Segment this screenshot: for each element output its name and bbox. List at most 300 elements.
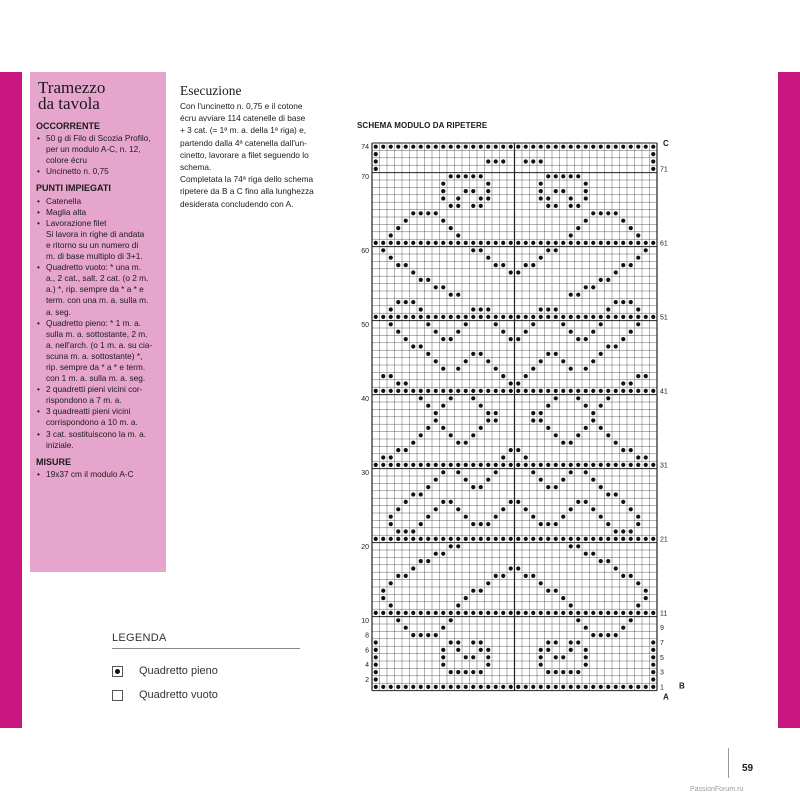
filled-square-dot xyxy=(396,263,400,267)
filled-square-dot xyxy=(471,241,475,245)
filled-square-dot xyxy=(524,611,528,615)
row-label-right: 3 xyxy=(660,669,664,677)
filled-square-dot xyxy=(546,611,550,615)
filled-square-dot xyxy=(524,241,528,245)
filled-square-dot xyxy=(419,559,423,563)
filled-square-dot xyxy=(456,145,460,149)
filled-square-dot xyxy=(441,470,445,474)
filled-square-dot xyxy=(539,522,543,526)
filled-square-dot xyxy=(389,307,393,311)
filled-square-dot xyxy=(599,515,603,519)
filled-square-dot xyxy=(486,315,490,319)
filled-square-dot xyxy=(584,426,588,430)
filled-square-dot xyxy=(539,159,543,163)
filled-square-dot xyxy=(576,544,580,548)
filled-square-dot xyxy=(441,389,445,393)
list-item-line: • 2 quadretti pieni vicini cor- xyxy=(46,384,143,395)
filled-square-dot xyxy=(614,492,618,496)
filled-square-dot xyxy=(389,522,393,526)
filled-square-dot xyxy=(501,374,505,378)
filled-square-dot xyxy=(614,211,618,215)
filled-square-dot xyxy=(576,433,580,437)
list-item-line: a.) *, rip. sempre da * a * e xyxy=(46,284,144,295)
filled-square-dot xyxy=(434,685,438,689)
filled-square-dot xyxy=(501,455,505,459)
filled-square-dot xyxy=(629,330,633,334)
filled-square-dot xyxy=(651,677,655,681)
row-label-left: 4 xyxy=(365,662,369,670)
filled-square-dot xyxy=(539,463,543,467)
filled-square-dot xyxy=(531,463,535,467)
filled-square-dot xyxy=(569,648,573,652)
filled-square-dot xyxy=(614,685,618,689)
filled-square-dot xyxy=(584,685,588,689)
filled-square-dot xyxy=(644,374,648,378)
filled-square-dot xyxy=(569,241,573,245)
row-label-right: 21 xyxy=(660,536,668,544)
filled-square-dot xyxy=(509,611,513,615)
filled-square-dot xyxy=(606,433,610,437)
filled-square-dot xyxy=(539,663,543,667)
filled-square-dot xyxy=(629,685,633,689)
filled-square-dot xyxy=(494,241,498,245)
filled-square-dot xyxy=(584,552,588,556)
legend-row-empty xyxy=(112,683,302,707)
filled-square-dot xyxy=(524,537,528,541)
filled-square-dot xyxy=(584,367,588,371)
filled-square-dot xyxy=(471,537,475,541)
filled-square-dot xyxy=(614,441,618,445)
filled-square-dot xyxy=(531,611,535,615)
filled-square-dot xyxy=(524,463,528,467)
filled-square-dot xyxy=(411,492,415,496)
filled-square-dot xyxy=(516,500,520,504)
filled-square-dot xyxy=(509,566,513,570)
list-item-line: rispondono a 7 m. a. xyxy=(46,395,122,406)
row-label-right: 51 xyxy=(660,314,668,322)
filled-square-dot xyxy=(411,633,415,637)
filled-square-dot xyxy=(471,670,475,674)
filled-square-dot xyxy=(614,300,618,304)
filled-square-dot xyxy=(524,374,528,378)
filled-square-dot xyxy=(516,537,520,541)
filled-square-dot xyxy=(561,322,565,326)
filled-square-dot xyxy=(584,337,588,341)
filled-square-dot xyxy=(494,389,498,393)
filled-square-dot xyxy=(509,315,513,319)
filled-square-dot xyxy=(636,389,640,393)
filled-square-dot xyxy=(404,529,408,533)
filled-square-dot xyxy=(554,315,558,319)
corner-label-c: C xyxy=(663,139,669,148)
filled-square-dot xyxy=(479,522,483,526)
filled-square-dot xyxy=(434,611,438,615)
filled-square-dot xyxy=(651,389,655,393)
filled-square-dot xyxy=(591,611,595,615)
filled-square-dot xyxy=(561,315,565,319)
filled-square-dot xyxy=(411,685,415,689)
filled-square-dot xyxy=(561,145,565,149)
filled-square-dot xyxy=(479,426,483,430)
filled-square-dot xyxy=(381,455,385,459)
filled-square-dot xyxy=(404,241,408,245)
filled-square-dot xyxy=(629,241,633,245)
filled-square-dot xyxy=(411,537,415,541)
filled-square-dot xyxy=(629,574,633,578)
filled-square-dot xyxy=(584,611,588,615)
filled-square-dot xyxy=(411,389,415,393)
filled-square-dot xyxy=(599,537,603,541)
filled-square-dot xyxy=(471,433,475,437)
filled-square-dot xyxy=(471,522,475,526)
filled-square-dot xyxy=(389,315,393,319)
filled-square-dot xyxy=(419,463,423,467)
filled-square-dot xyxy=(464,322,468,326)
filled-square-dot xyxy=(651,145,655,149)
filled-square-dot xyxy=(576,337,580,341)
filled-square-dot xyxy=(546,640,550,644)
filled-square-dot xyxy=(614,463,618,467)
filled-square-dot xyxy=(404,463,408,467)
filled-square-dot xyxy=(441,241,445,245)
filled-square-dot xyxy=(591,552,595,556)
filled-square-dot xyxy=(494,574,498,578)
filled-square-dot xyxy=(516,381,520,385)
filled-square-dot xyxy=(569,293,573,297)
watermark: PassionForum.ru xyxy=(690,786,744,793)
filled-square-dot xyxy=(486,581,490,585)
filled-square-dot xyxy=(456,544,460,548)
filled-square-dot xyxy=(471,685,475,689)
filled-square-dot xyxy=(636,145,640,149)
filled-square-dot xyxy=(441,182,445,186)
filled-square-dot xyxy=(374,640,378,644)
row-label-left: 8 xyxy=(365,632,369,640)
filled-square-dot xyxy=(591,315,595,319)
sidebar-section-heading: PUNTI IMPIEGATI xyxy=(36,183,111,194)
filled-square-dot xyxy=(501,507,505,511)
filled-square-dot xyxy=(381,596,385,600)
filled-square-dot xyxy=(546,204,550,208)
filled-square-dot xyxy=(629,448,633,452)
filled-square-dot xyxy=(539,655,543,659)
filled-square-dot xyxy=(531,367,535,371)
filled-square-dot xyxy=(576,315,580,319)
filled-square-dot xyxy=(501,537,505,541)
filled-square-dot xyxy=(539,145,543,149)
filled-square-dot xyxy=(651,152,655,156)
filled-square-dot xyxy=(554,307,558,311)
filled-square-dot xyxy=(479,670,483,674)
filled-square-dot xyxy=(614,537,618,541)
filled-square-dot xyxy=(381,685,385,689)
filled-square-dot xyxy=(449,640,453,644)
filled-square-dot xyxy=(471,352,475,356)
filled-square-dot xyxy=(539,256,543,260)
filled-square-dot xyxy=(531,145,535,149)
filled-square-dot xyxy=(381,374,385,378)
filled-square-dot xyxy=(546,196,550,200)
filled-square-dot xyxy=(606,396,610,400)
filled-square-dot xyxy=(524,330,528,334)
filled-square-dot xyxy=(479,248,483,252)
filled-square-dot xyxy=(404,315,408,319)
filled-square-dot xyxy=(516,337,520,341)
filled-square-dot xyxy=(374,167,378,171)
filled-square-dot xyxy=(389,233,393,237)
filled-square-dot xyxy=(389,241,393,245)
filled-square-dot xyxy=(396,389,400,393)
filled-square-dot xyxy=(381,248,385,252)
filled-square-dot xyxy=(426,559,430,563)
filled-square-dot xyxy=(621,241,625,245)
filled-square-dot xyxy=(621,381,625,385)
filled-square-dot xyxy=(419,241,423,245)
filled-square-dot xyxy=(539,411,543,415)
filled-square-dot xyxy=(546,389,550,393)
filled-square-dot xyxy=(426,241,430,245)
filled-square-dot xyxy=(546,463,550,467)
filled-square-dot xyxy=(531,470,535,474)
filled-square-dot xyxy=(606,278,610,282)
filled-square-icon xyxy=(112,666,123,677)
filled-square-dot xyxy=(524,159,528,163)
filled-square-dot xyxy=(636,463,640,467)
row-label-right: 41 xyxy=(660,388,668,396)
filled-square-dot xyxy=(516,315,520,319)
filled-square-dot xyxy=(494,418,498,422)
list-item-line: m. di base multiplo di 3+1. xyxy=(46,251,143,262)
filled-square-dot xyxy=(479,463,483,467)
filled-square-dot xyxy=(576,640,580,644)
filled-square-dot xyxy=(404,500,408,504)
filled-square-dot xyxy=(576,204,580,208)
filled-square-dot xyxy=(486,307,490,311)
filled-square-dot xyxy=(621,337,625,341)
filled-square-dot xyxy=(554,655,558,659)
filled-square-dot xyxy=(471,174,475,178)
filled-square-dot xyxy=(441,463,445,467)
filled-square-dot xyxy=(494,322,498,326)
filled-square-dot xyxy=(374,611,378,615)
filled-square-dot xyxy=(434,478,438,482)
filled-square-dot xyxy=(554,640,558,644)
filled-square-dot xyxy=(396,315,400,319)
filled-square-dot xyxy=(381,611,385,615)
filled-square-dot xyxy=(486,663,490,667)
sidebar-section-heading: MISURE xyxy=(36,456,72,467)
filled-square-dot xyxy=(539,196,543,200)
filled-square-dot xyxy=(441,685,445,689)
instructions-line: schema. xyxy=(180,162,212,173)
filled-square-dot xyxy=(426,685,430,689)
filled-square-dot xyxy=(381,315,385,319)
filled-square-dot xyxy=(426,145,430,149)
filled-square-dot xyxy=(486,241,490,245)
filled-square-dot xyxy=(426,633,430,637)
filled-square-dot xyxy=(486,159,490,163)
filled-square-dot xyxy=(554,522,558,526)
filled-square-dot xyxy=(501,241,505,245)
row-label-right: 7 xyxy=(660,640,664,647)
filled-square-dot xyxy=(576,463,580,467)
filled-square-dot xyxy=(546,145,550,149)
filled-square-dot xyxy=(471,248,475,252)
filled-square-dot xyxy=(569,507,573,511)
filled-square-dot xyxy=(576,293,580,297)
list-item-line: • 19x37 cm il modulo A-C xyxy=(46,468,134,479)
filled-square-dot xyxy=(464,596,468,600)
filled-square-dot xyxy=(561,478,565,482)
filled-square-dot xyxy=(449,544,453,548)
filled-square-dot xyxy=(584,145,588,149)
filled-square-dot xyxy=(494,463,498,467)
filled-square-dot xyxy=(599,389,603,393)
filled-square-dot xyxy=(554,248,558,252)
filled-square-dot xyxy=(494,470,498,474)
filled-square-dot xyxy=(539,537,543,541)
filled-square-dot xyxy=(471,655,475,659)
filled-square-dot xyxy=(621,145,625,149)
filled-square-dot xyxy=(644,241,648,245)
filled-square-dot xyxy=(531,537,535,541)
filled-square-dot xyxy=(516,685,520,689)
filled-square-dot xyxy=(576,389,580,393)
filled-square-dot xyxy=(606,559,610,563)
filled-square-dot xyxy=(471,204,475,208)
filled-square-dot xyxy=(404,145,408,149)
filled-square-dot xyxy=(539,581,543,585)
filled-square-dot xyxy=(629,145,633,149)
filled-square-dot xyxy=(651,167,655,171)
filled-square-dot xyxy=(486,537,490,541)
filled-square-dot xyxy=(569,233,573,237)
filled-square-dot xyxy=(434,552,438,556)
filled-square-dot xyxy=(441,655,445,659)
legend xyxy=(112,632,302,707)
filled-square-dot xyxy=(546,248,550,252)
filled-square-dot xyxy=(479,589,483,593)
filled-square-dot xyxy=(374,463,378,467)
filled-square-dot xyxy=(621,626,625,630)
filled-square-dot xyxy=(629,226,633,230)
filled-square-dot xyxy=(434,418,438,422)
filled-square-dot xyxy=(486,145,490,149)
filled-square-dot xyxy=(434,330,438,334)
filled-square-dot xyxy=(606,492,610,496)
filled-square-dot xyxy=(501,685,505,689)
filled-square-dot xyxy=(644,248,648,252)
filled-square-dot xyxy=(539,315,543,319)
filled-square-dot xyxy=(449,537,453,541)
list-item-line: • 50 g di Filo di Scozia Profilo, xyxy=(46,133,151,144)
filled-square-dot xyxy=(629,389,633,393)
list-item-line: Si lavora in righe di andata xyxy=(46,228,145,239)
filled-square-dot xyxy=(546,537,550,541)
filled-square-dot xyxy=(449,389,453,393)
filled-square-dot xyxy=(546,352,550,356)
filled-square-dot xyxy=(396,618,400,622)
filled-square-dot xyxy=(456,293,460,297)
filled-square-dot xyxy=(614,611,618,615)
filled-square-dot xyxy=(636,374,640,378)
filled-square-dot xyxy=(584,626,588,630)
filled-square-dot xyxy=(486,478,490,482)
filled-square-dot xyxy=(599,611,603,615)
legend-empty-label: Quadretto vuoto xyxy=(139,689,218,701)
filled-square-dot xyxy=(389,455,393,459)
filled-square-dot xyxy=(651,241,655,245)
filled-square-dot xyxy=(629,529,633,533)
filled-square-dot xyxy=(419,344,423,348)
filled-square-dot xyxy=(636,315,640,319)
filled-square-dot xyxy=(471,145,475,149)
legend-title: LEGENDA xyxy=(112,632,300,649)
filled-square-dot xyxy=(576,174,580,178)
filled-square-dot xyxy=(651,648,655,652)
filled-square-dot xyxy=(539,307,543,311)
filled-square-dot xyxy=(591,537,595,541)
filled-square-dot xyxy=(569,640,573,644)
filled-square-dot xyxy=(509,448,513,452)
filled-square-dot xyxy=(449,685,453,689)
filled-square-dot xyxy=(434,463,438,467)
filled-square-dot xyxy=(569,544,573,548)
filled-square-dot xyxy=(426,611,430,615)
filled-square-dot xyxy=(479,640,483,644)
filled-square-dot xyxy=(426,485,430,489)
filled-square-dot xyxy=(621,300,625,304)
filled-square-dot xyxy=(426,211,430,215)
filled-square-dot xyxy=(539,182,543,186)
filled-square-dot xyxy=(479,352,483,356)
filled-square-dot xyxy=(591,241,595,245)
filled-square-dot xyxy=(479,648,483,652)
filled-square-dot xyxy=(621,389,625,393)
filled-square-dot xyxy=(411,529,415,533)
filled-square-dot xyxy=(494,537,498,541)
filled-square-dot xyxy=(486,256,490,260)
filled-square-dot xyxy=(591,685,595,689)
filled-square-dot xyxy=(441,426,445,430)
filled-square-dot xyxy=(389,603,393,607)
filled-square-dot xyxy=(621,537,625,541)
filled-square-dot xyxy=(561,189,565,193)
filled-square-dot xyxy=(486,418,490,422)
filled-square-dot xyxy=(584,285,588,289)
filled-square-dot xyxy=(651,159,655,163)
filled-square-dot xyxy=(396,381,400,385)
filled-square-dot xyxy=(426,322,430,326)
filled-square-dot xyxy=(381,537,385,541)
filled-square-dot xyxy=(396,226,400,230)
filled-square-dot xyxy=(501,315,505,319)
filled-square-dot xyxy=(509,145,513,149)
filled-square-dot xyxy=(471,611,475,615)
filled-square-dot xyxy=(404,300,408,304)
filled-square-dot xyxy=(381,389,385,393)
filled-square-dot xyxy=(456,648,460,652)
sidebar-title-line-2: da tavola xyxy=(38,94,100,113)
filled-square-dot xyxy=(449,670,453,674)
filled-square-dot xyxy=(419,389,423,393)
filled-square-dot xyxy=(464,359,468,363)
filled-square-dot xyxy=(494,159,498,163)
filled-square-dot xyxy=(509,463,513,467)
filled-square-dot xyxy=(449,315,453,319)
filled-square-dot xyxy=(554,485,558,489)
filled-square-dot xyxy=(509,537,513,541)
